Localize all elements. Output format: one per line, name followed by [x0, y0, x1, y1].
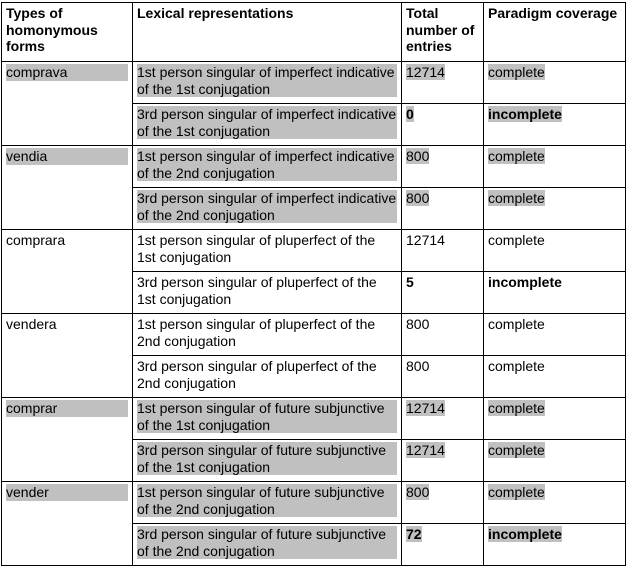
coverage-text: complete: [488, 148, 545, 164]
coverage-text: complete: [488, 316, 545, 332]
lexical-cell: [133, 482, 402, 524]
form-cell: [2, 230, 133, 314]
table-row: [2, 62, 626, 104]
total-cell: [402, 314, 484, 356]
total-text: 72: [406, 526, 422, 542]
coverage-text: complete: [488, 190, 545, 206]
total-text: 12714: [406, 64, 445, 80]
form-cell: [2, 62, 133, 146]
coverage-text: complete: [488, 358, 545, 374]
header-coverage: Paradigm coverage: [484, 3, 626, 62]
total-cell: [402, 62, 484, 104]
form-label: comprar: [6, 400, 128, 417]
coverage-text: incomplete: [488, 106, 562, 122]
coverage-cell: [484, 524, 626, 566]
total-cell: [402, 440, 484, 482]
coverage-cell: [484, 398, 626, 440]
coverage-text: complete: [488, 400, 545, 416]
header-total: Total number of entries: [402, 3, 484, 62]
total-text: 5: [406, 274, 414, 290]
lexical-cell: [133, 314, 402, 356]
total-cell: [402, 524, 484, 566]
header-lexical: Lexical representations: [133, 3, 402, 62]
coverage-text: incomplete: [488, 274, 562, 290]
homonymous-forms-table-wrapper: [1, 2, 626, 566]
lexical-text: 3rd person singular of future subjunctive of the 2nd conjugation: [137, 526, 397, 559]
coverage-text: incomplete: [488, 526, 562, 542]
lexical-cell: [133, 104, 402, 146]
coverage-text: complete: [488, 64, 545, 80]
total-text: 800: [406, 316, 430, 332]
lexical-cell: [133, 230, 402, 272]
header-row: [2, 3, 626, 62]
coverage-cell: [484, 146, 626, 188]
lexical-cell: [133, 440, 402, 482]
coverage-text: complete: [488, 442, 545, 458]
total-text: 800: [406, 358, 430, 374]
total-cell: [402, 398, 484, 440]
table-row: [2, 398, 626, 440]
lexical-cell: [133, 272, 402, 314]
lexical-cell: [133, 524, 402, 566]
table-row: [2, 230, 626, 272]
lexical-text: 3rd person singular of future subjunctive of the 1st conjugation: [137, 442, 397, 475]
coverage-text: complete: [488, 484, 545, 500]
total-text: 800: [406, 190, 430, 206]
coverage-cell: [484, 482, 626, 524]
lexical-text: 3rd person singular of imperfect indicative of the 1st conjugation: [137, 106, 397, 139]
coverage-text: complete: [488, 232, 545, 248]
lexical-text: 3rd person singular of pluperfect of the 1st conjugation: [137, 274, 377, 307]
lexical-cell: [133, 188, 402, 230]
lexical-cell: [133, 146, 402, 188]
total-text: 800: [406, 484, 430, 500]
form-label: vendia: [6, 148, 128, 165]
form-cell: [2, 146, 133, 230]
lexical-text: 1st person singular of pluperfect of the 1st conjugation: [137, 232, 376, 265]
total-cell: [402, 188, 484, 230]
lexical-text: 1st person singular of imperfect indicative of the 2nd conjugation: [137, 148, 397, 181]
form-label: vender: [6, 484, 128, 501]
lexical-cell: [133, 398, 402, 440]
lexical-text: 1st person singular of future subjunctive of the 2nd conjugation: [137, 484, 397, 517]
coverage-cell: [484, 440, 626, 482]
total-cell: [402, 482, 484, 524]
form-label: comprara: [6, 232, 66, 248]
form-label: vendera: [6, 316, 57, 332]
lexical-text: 1st person singular of pluperfect of the 2nd conjugation: [137, 316, 376, 349]
lexical-text: 1st person singular of imperfect indicative of the 1st conjugation: [137, 64, 397, 97]
table-row: [2, 314, 626, 356]
coverage-cell: [484, 188, 626, 230]
form-label: comprava: [6, 64, 128, 81]
total-cell: [402, 272, 484, 314]
coverage-cell: [484, 62, 626, 104]
table-row: [2, 146, 626, 188]
coverage-cell: [484, 356, 626, 398]
form-cell: [2, 398, 133, 482]
table-body: [2, 62, 626, 566]
total-text: 12714: [406, 400, 445, 416]
lexical-text: 3rd person singular of pluperfect of the 2nd conjugation: [137, 358, 377, 391]
lexical-cell: [133, 62, 402, 104]
lexical-text: 1st person singular of future subjunctive of the 1st conjugation: [137, 400, 397, 433]
lexical-text: 3rd person singular of imperfect indicative of the 2nd conjugation: [137, 190, 397, 223]
header-types: Types of homonymous forms: [2, 3, 133, 62]
form-cell: [2, 314, 133, 398]
coverage-cell: [484, 104, 626, 146]
total-text: 12714: [406, 232, 445, 248]
form-cell: [2, 482, 133, 566]
total-text: 0: [406, 106, 414, 122]
coverage-cell: [484, 272, 626, 314]
total-cell: [402, 146, 484, 188]
total-text: 12714: [406, 442, 445, 458]
total-cell: [402, 356, 484, 398]
table-row: [2, 482, 626, 524]
total-cell: [402, 230, 484, 272]
total-text: 800: [406, 148, 430, 164]
coverage-cell: [484, 314, 626, 356]
coverage-cell: [484, 230, 626, 272]
homonymous-forms-table: [1, 2, 626, 566]
total-cell: [402, 104, 484, 146]
lexical-cell: [133, 356, 402, 398]
